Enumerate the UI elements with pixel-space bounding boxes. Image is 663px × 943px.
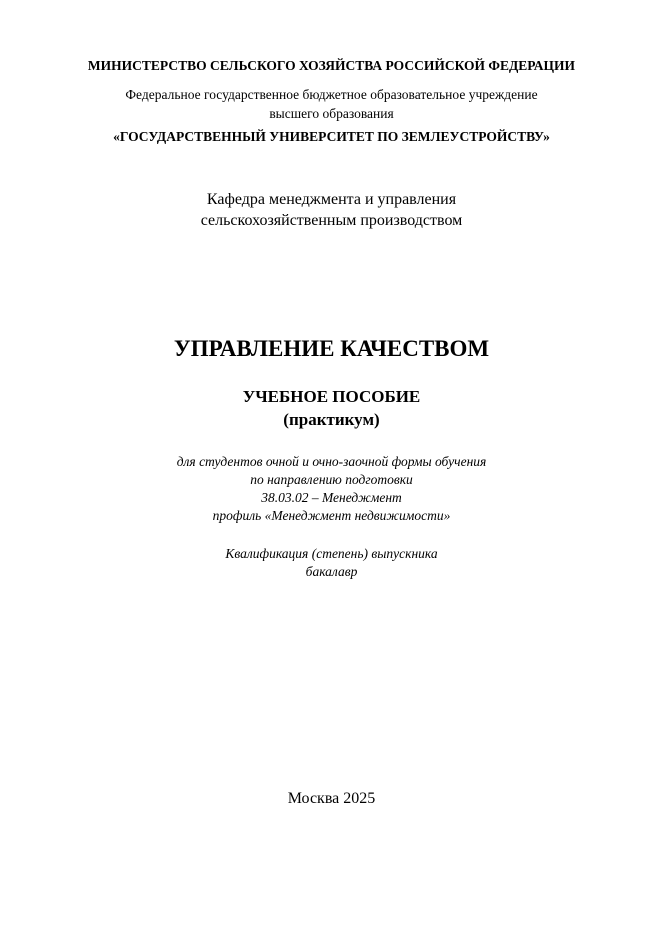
city-year: Москва 2025 <box>287 790 376 807</box>
audience-line2: по направлению подготовки <box>250 472 413 487</box>
institution-type-line2: высшего образования <box>269 106 394 121</box>
qualification-line2: бакалавр <box>305 564 358 579</box>
department-line1: Кафедра менеджмента и управления <box>206 191 457 208</box>
audience-line1: для студентов очной и очно-заочной формы обучения <box>176 454 487 469</box>
document-type: УЧЕБНОЕ ПОСОБИЕ <box>242 387 421 406</box>
qualification-line1: Квалификация (степень) выпускника <box>225 546 438 561</box>
audience-line3: 38.03.02 – Менеджмент <box>261 490 402 505</box>
audience-line4: профиль «Менеджмент недвижимости» <box>212 508 451 523</box>
institution-type-line1: Федеральное государственное бюджетное образовательное учреждение <box>125 87 538 102</box>
department-line2: сельскохозяйственным производством <box>200 212 463 229</box>
ministry-name: МИНИСТЕРСТВО СЕЛЬСКОГО ХОЗЯЙСТВА РОССИЙСКОЙ ФЕДЕРАЦИИ <box>87 58 576 73</box>
document-subtype: (практикум) <box>283 410 380 429</box>
document-title: УПРАВЛЕНИЕ КАЧЕСТВОМ <box>173 336 490 361</box>
university-name: «ГОСУДАРСТВЕННЫЙ УНИВЕРСИТЕТ ПО ЗЕМЛЕУСТРОЙСТВУ» <box>113 129 550 144</box>
